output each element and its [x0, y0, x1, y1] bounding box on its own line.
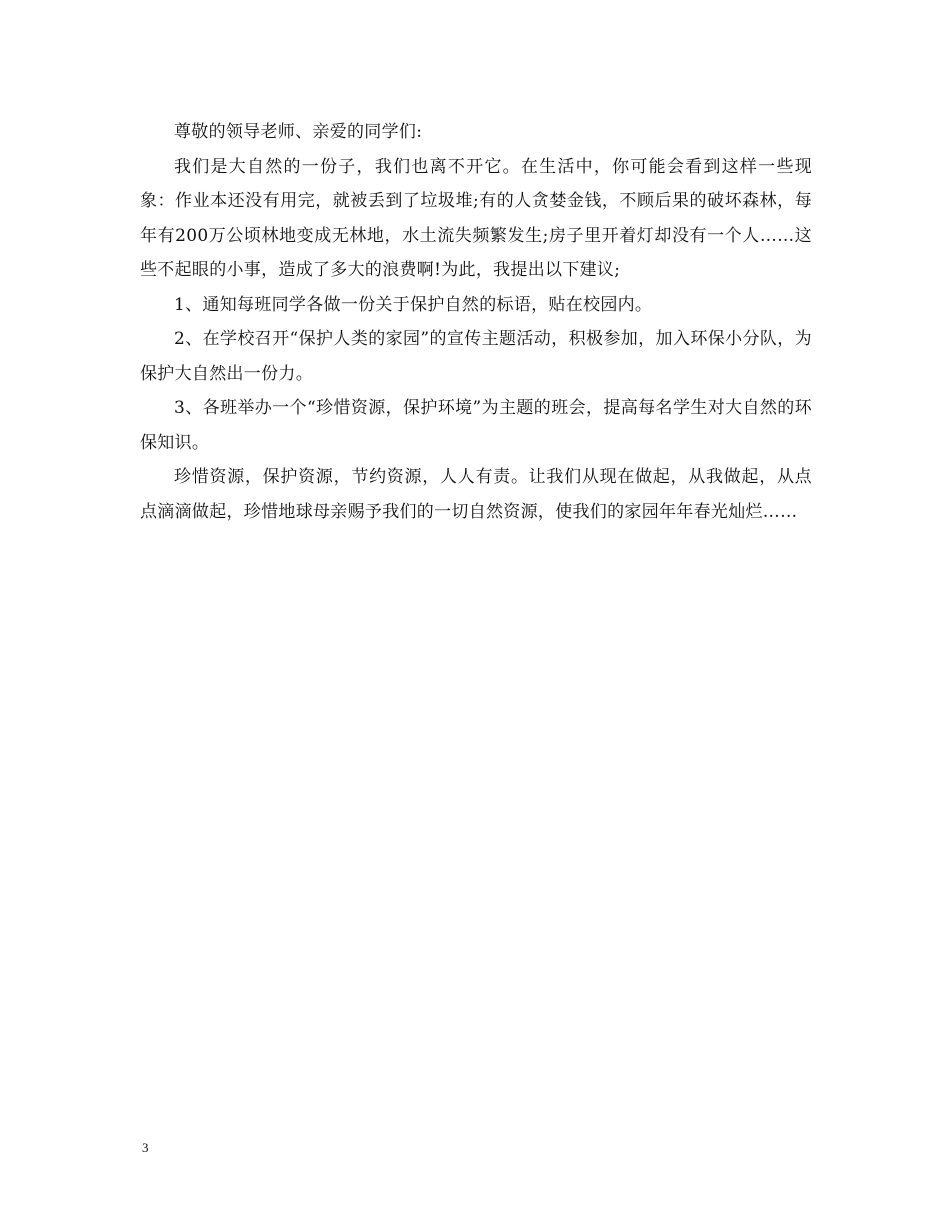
document-body: [140, 115, 812, 529]
suggestion-1: 1、通知每班同学各做一份关于保护自然的标语，贴在校园内。: [174, 294, 653, 315]
suggestion-3: 3、各班举办一个“珍惜资源，保护环境”为主题的班会，提高每名学生对大自然的环保知识。: [140, 398, 812, 453]
paragraph-closing: 珍惜资源，保护资源，节约资源，人人有责。让我们从现在做起，从我做起，从点点滴滴做起，珍惜地球母亲赐予我们的一切自然资源，使我们的家园年年春光灿烂……: [140, 467, 812, 522]
salutation: 尊敬的领导老师、亲爱的同学们:: [174, 122, 423, 142]
page-number: 3: [142, 1140, 149, 1155]
paragraph-intro: 我们是大自然的一份子，我们也离不开它。在生活中，你可能会看到这样一些现象：作业本还没有用完，就被丢到了垃圾堆;有的人贪婪金钱，不顾后果的破坏森林，每年有200万公顷林地变成无林地，水土流失频繁发生;房子里开着灯却没有一个人……这些不起眼的小事，造成了多大的浪费啊!为此，我提出以下建议;: [140, 156, 812, 280]
suggestion-2: 2、在学校召开“保护人类的家园”的宣传主题活动，积极参加，加入环保小分队，为保护大自然出一份力。: [140, 329, 812, 384]
